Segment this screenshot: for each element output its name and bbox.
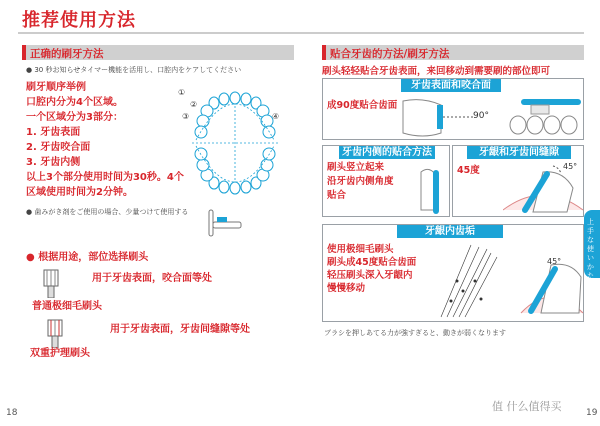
heads-title-text: 根据用途，部位选择刷头 (38, 252, 149, 263)
box4-title: 牙龈内齿垢 (397, 225, 503, 238)
left-jp-note-1-text: 30 秒お知らせタイマー機能を活用し、口腔内をケアしてください (34, 66, 242, 74)
text-line: 3. 牙齿内侧 (26, 157, 81, 168)
text-line: 2. 牙齿咬合面 (26, 142, 91, 153)
page-number-left: 18 (6, 408, 18, 418)
box2-line: 刷头竖立起来 (327, 162, 385, 173)
head1-name: 普通极细毛刷头 (32, 301, 102, 312)
quadrant-label: ① (178, 88, 186, 97)
text-line: 区域使用时间为2分钟。 (26, 187, 133, 198)
section-accent (322, 45, 326, 60)
gum-plaque-illustration (431, 241, 583, 321)
box4-line: 刷头成45度贴合齿面 (327, 257, 417, 268)
inner-side-illustration (415, 162, 449, 216)
box1-text: 成90度贴合齿面 (327, 100, 398, 111)
box1-title: 牙齿表面和咬合面 (401, 79, 501, 92)
section-accent (22, 45, 26, 60)
box4-line: 慢慢移动 (327, 283, 366, 294)
toothpaste-icon (205, 208, 247, 238)
right-section-title: 贴合牙齿的方法/刷牙方法 (330, 48, 450, 60)
side-tab-text: 上手な使いかた (587, 218, 594, 280)
text-line: 一个区域分为3部分： (26, 112, 123, 123)
box2-text (327, 161, 394, 203)
box3-angle: 45° (563, 162, 578, 171)
box3-title: 牙龈和牙齿间缝隙 (467, 146, 571, 159)
head2-name: 双重护理刷头 (30, 348, 90, 359)
box3-text: 45度 (457, 165, 480, 176)
heads-title: ● 根据用途，部位选择刷头 (26, 252, 149, 263)
right-section-header (322, 45, 584, 60)
box-tooth-surface (322, 78, 584, 140)
title-divider (18, 32, 584, 34)
box-gum-line (452, 145, 584, 217)
box4-text (327, 243, 416, 295)
watermark: 值 什么值得买 (492, 400, 562, 413)
left-jp-note-1: ● 30 秒お知らせタイマー機能を活用し、口腔内をケアしてください (26, 66, 242, 74)
text-line: 以上3个部分使用时间为30秒。4个 (26, 172, 184, 183)
text-line: 口腔内分为4个区域。 (26, 97, 123, 108)
box4-line: 使用极细毛刷头 (327, 244, 394, 255)
head1-desc: 用于牙齿表面，咬合面等处 (92, 273, 212, 284)
box4-line: 轻压刷头深入牙龈内 (327, 270, 413, 281)
box1-angle: 90° (473, 111, 489, 121)
box4-angle: 45° (547, 257, 562, 266)
right-intro: 刷头轻轻贴合牙齿表面，来回移动到需要刷的部位即可 (322, 66, 551, 77)
brushing-order-text (26, 80, 184, 200)
left-section-title: 正确的刷牙方法 (30, 48, 104, 60)
text-line: 刷牙顺序举例 (26, 82, 86, 93)
quadrant-label: ③ (182, 112, 190, 121)
right-jp-note: ブラシを押しあてる力が強すぎると、動きが弱くなります (324, 329, 506, 337)
text-line: 1. 牙齿表面 (26, 127, 81, 138)
page-number-right: 19 (586, 408, 598, 418)
left-jp-note-2: ● 歯みがき剤をご使用の場合、少量つけて使用する (26, 208, 189, 216)
dual-care-brush-head-icon (46, 318, 64, 348)
box2-line: 贴合 (327, 190, 347, 201)
left-jp-note-2-text: 歯みがき剤をご使用の場合、少量つけて使用する (34, 208, 189, 216)
box-inner-side (322, 145, 450, 217)
page-title: 推荐使用方法 (22, 10, 136, 31)
teeth-diagram (178, 78, 292, 206)
ultra-fine-brush-head-icon (42, 268, 60, 298)
head2-desc: 用于牙齿表面，牙齿间缝隙等处 (110, 324, 250, 335)
quadrant-label: ② (190, 100, 198, 109)
left-section-header (22, 45, 294, 60)
side-tab (584, 210, 600, 278)
box2-line: 沿牙齿内侧角度 (327, 176, 394, 187)
box2-title: 牙齿内侧的贴合方法 (339, 146, 435, 159)
box-gum-plaque (322, 224, 584, 322)
quadrant-label: ④ (272, 112, 280, 121)
